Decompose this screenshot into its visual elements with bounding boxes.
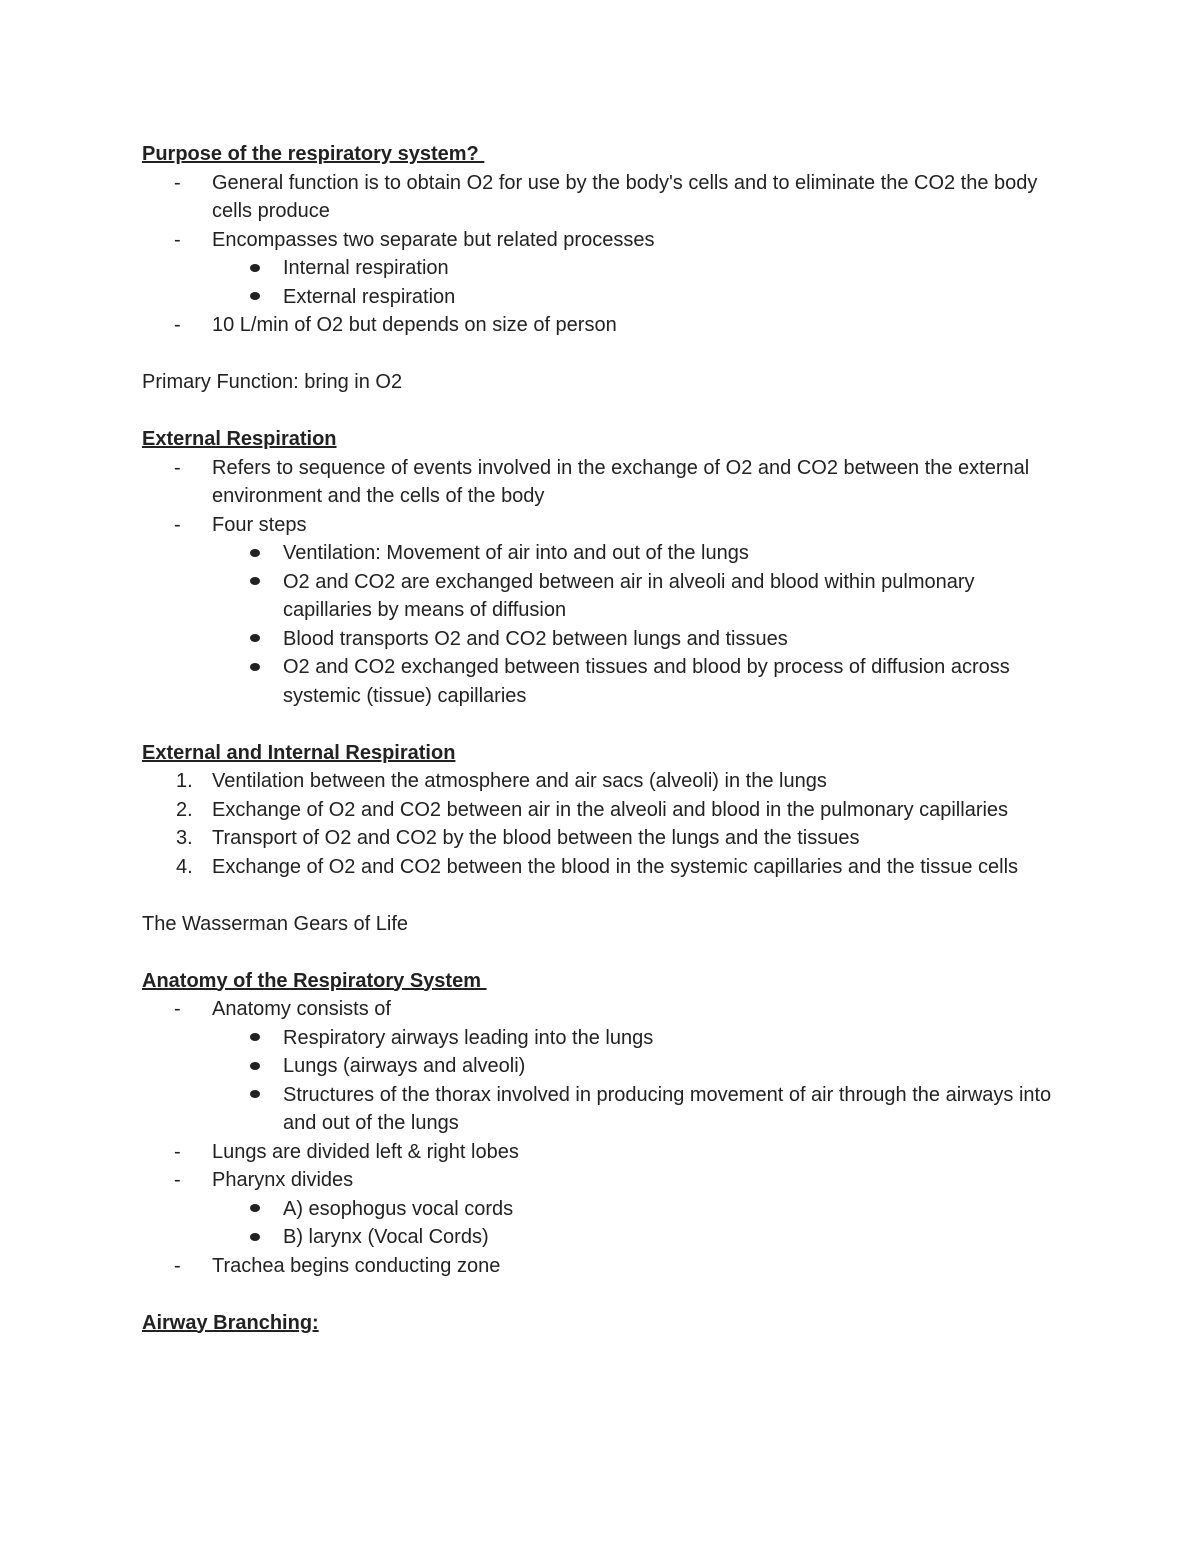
sub-list-item: [142, 1081, 1062, 1138]
dash-marker: -: [174, 1140, 181, 1163]
bullet-icon: [250, 1090, 260, 1098]
list-item-text: Ventilation between the atmosphere and air sacs (alveoli) in the lungs: [212, 770, 827, 792]
dash-marker: -: [174, 998, 181, 1020]
numbered-item: [142, 767, 1062, 796]
bullet-icon: [250, 549, 260, 557]
document-body: [142, 140, 1062, 1337]
bullet-icon: [250, 292, 260, 300]
list-item: [142, 454, 1062, 511]
dash-marker: -: [174, 171, 181, 194]
bullet-icon: [250, 1233, 260, 1241]
list-item: [142, 169, 1062, 226]
list-item-text: External respiration: [283, 285, 456, 308]
external-internal-heading: External and Internal Respiration: [142, 741, 456, 764]
list-item-text: Exchange of O2 and CO2 between air in the alveoli and blood in the pulmonary capillaries: [212, 798, 1009, 821]
sub-list-item: [142, 283, 1062, 312]
list-item-text: Trachea begins conducting zone: [212, 1254, 501, 1277]
sub-list-item: [142, 568, 1062, 625]
bullet-icon: [250, 1033, 260, 1041]
sub-list-item: [142, 1223, 1062, 1252]
dash-marker: -: [174, 314, 181, 336]
bullet-icon: [250, 264, 260, 272]
list-item-text: B) larynx (Vocal Cords): [283, 1226, 489, 1248]
list-item-text: Refers to sequence of events involved in the exchange of O2 and CO2 between the external environment and the cells of the body: [212, 456, 1030, 507]
list-item-text: Anatomy consists of: [212, 998, 391, 1020]
sub-list-item: [142, 1052, 1062, 1081]
list-item: [142, 226, 1062, 255]
numbered-item: [142, 796, 1062, 825]
numbered-item: [142, 824, 1062, 853]
list-item-text: General function is to obtain O2 for use by the body's cells and to eliminate the CO2 the body cells produce: [212, 171, 1038, 222]
list-item-text: O2 and CO2 are exchanged between air in alveoli and blood within pulmonary capillaries by means of diffusion: [283, 570, 975, 621]
list-item: [142, 1166, 1062, 1195]
dash-marker: -: [174, 1254, 181, 1277]
item-number: 2.: [176, 798, 193, 821]
list-item-text: A) esophogus vocal cords: [283, 1197, 514, 1220]
spacer: [142, 938, 1062, 967]
list-item: [142, 1138, 1062, 1167]
sub-list-item: [142, 653, 1062, 710]
dash-marker: -: [174, 228, 181, 251]
dash-marker: -: [174, 513, 181, 536]
dash-marker: -: [174, 1169, 181, 1191]
list-item-text: Lungs are divided left & right lobes: [212, 1140, 519, 1163]
external-respiration-heading: External Respiration: [142, 428, 337, 450]
list-item-text: Structures of the thorax involved in producing movement of air through the airways into and out of the lungs: [283, 1083, 1052, 1134]
bullet-icon: [250, 1062, 260, 1070]
list-item-text: Lungs (airways and alveoli): [283, 1055, 526, 1077]
list-item-text: Respiratory airways leading into the lungs: [283, 1026, 654, 1049]
airway-branching-heading: Airway Branching:: [142, 1311, 319, 1334]
item-number: 1.: [176, 770, 193, 792]
item-number: 3.: [176, 827, 193, 849]
wasserman-line: The Wasserman Gears of Life: [142, 912, 409, 935]
purpose-heading: Purpose of the respiratory system?: [142, 143, 485, 165]
spacer: [142, 397, 1062, 426]
list-item-text: Ventilation: Movement of air into and out of the lungs: [283, 542, 749, 564]
spacer: [142, 1280, 1062, 1309]
list-item: [142, 311, 1062, 340]
sub-list-item: [142, 1024, 1062, 1053]
list-item: [142, 511, 1062, 540]
sub-list-item: [142, 254, 1062, 283]
item-number: 4.: [176, 855, 193, 878]
numbered-item: [142, 853, 1062, 882]
list-item-text: Blood transports O2 and CO2 between lungs and tissues: [283, 627, 788, 650]
list-item: [142, 995, 1062, 1024]
list-item-text: Transport of O2 and CO2 by the blood between the lungs and the tissues: [212, 827, 860, 849]
anatomy-heading: Anatomy of the Respiratory System: [142, 969, 487, 992]
sub-list-item: [142, 625, 1062, 654]
bullet-icon: [250, 577, 260, 585]
primary-function-line: Primary Function: bring in O2: [142, 371, 403, 393]
list-item-text: Internal respiration: [283, 257, 449, 279]
spacer: [142, 881, 1062, 910]
spacer: [142, 340, 1062, 369]
list-item-text: Exchange of O2 and CO2 between the blood in the systemic capillaries and the tissue cells: [212, 855, 1019, 878]
spacer: [142, 710, 1062, 739]
list-item-text: Pharynx divides: [212, 1169, 354, 1191]
list-item: [142, 1252, 1062, 1281]
dash-marker: -: [174, 456, 181, 479]
list-item-text: O2 and CO2 exchanged between tissues and blood by process of diffusion across systemic (tissue) capillaries: [283, 656, 1010, 707]
list-item-text: 10 L/min of O2 but depends on size of person: [212, 314, 617, 336]
sub-list-item: [142, 539, 1062, 568]
sub-list-item: [142, 1195, 1062, 1224]
bullet-icon: [250, 634, 260, 642]
bullet-icon: [250, 1204, 260, 1212]
list-item-text: Encompasses two separate but related processes: [212, 228, 655, 251]
bullet-icon: [250, 663, 260, 671]
list-item-text: Four steps: [212, 513, 307, 536]
